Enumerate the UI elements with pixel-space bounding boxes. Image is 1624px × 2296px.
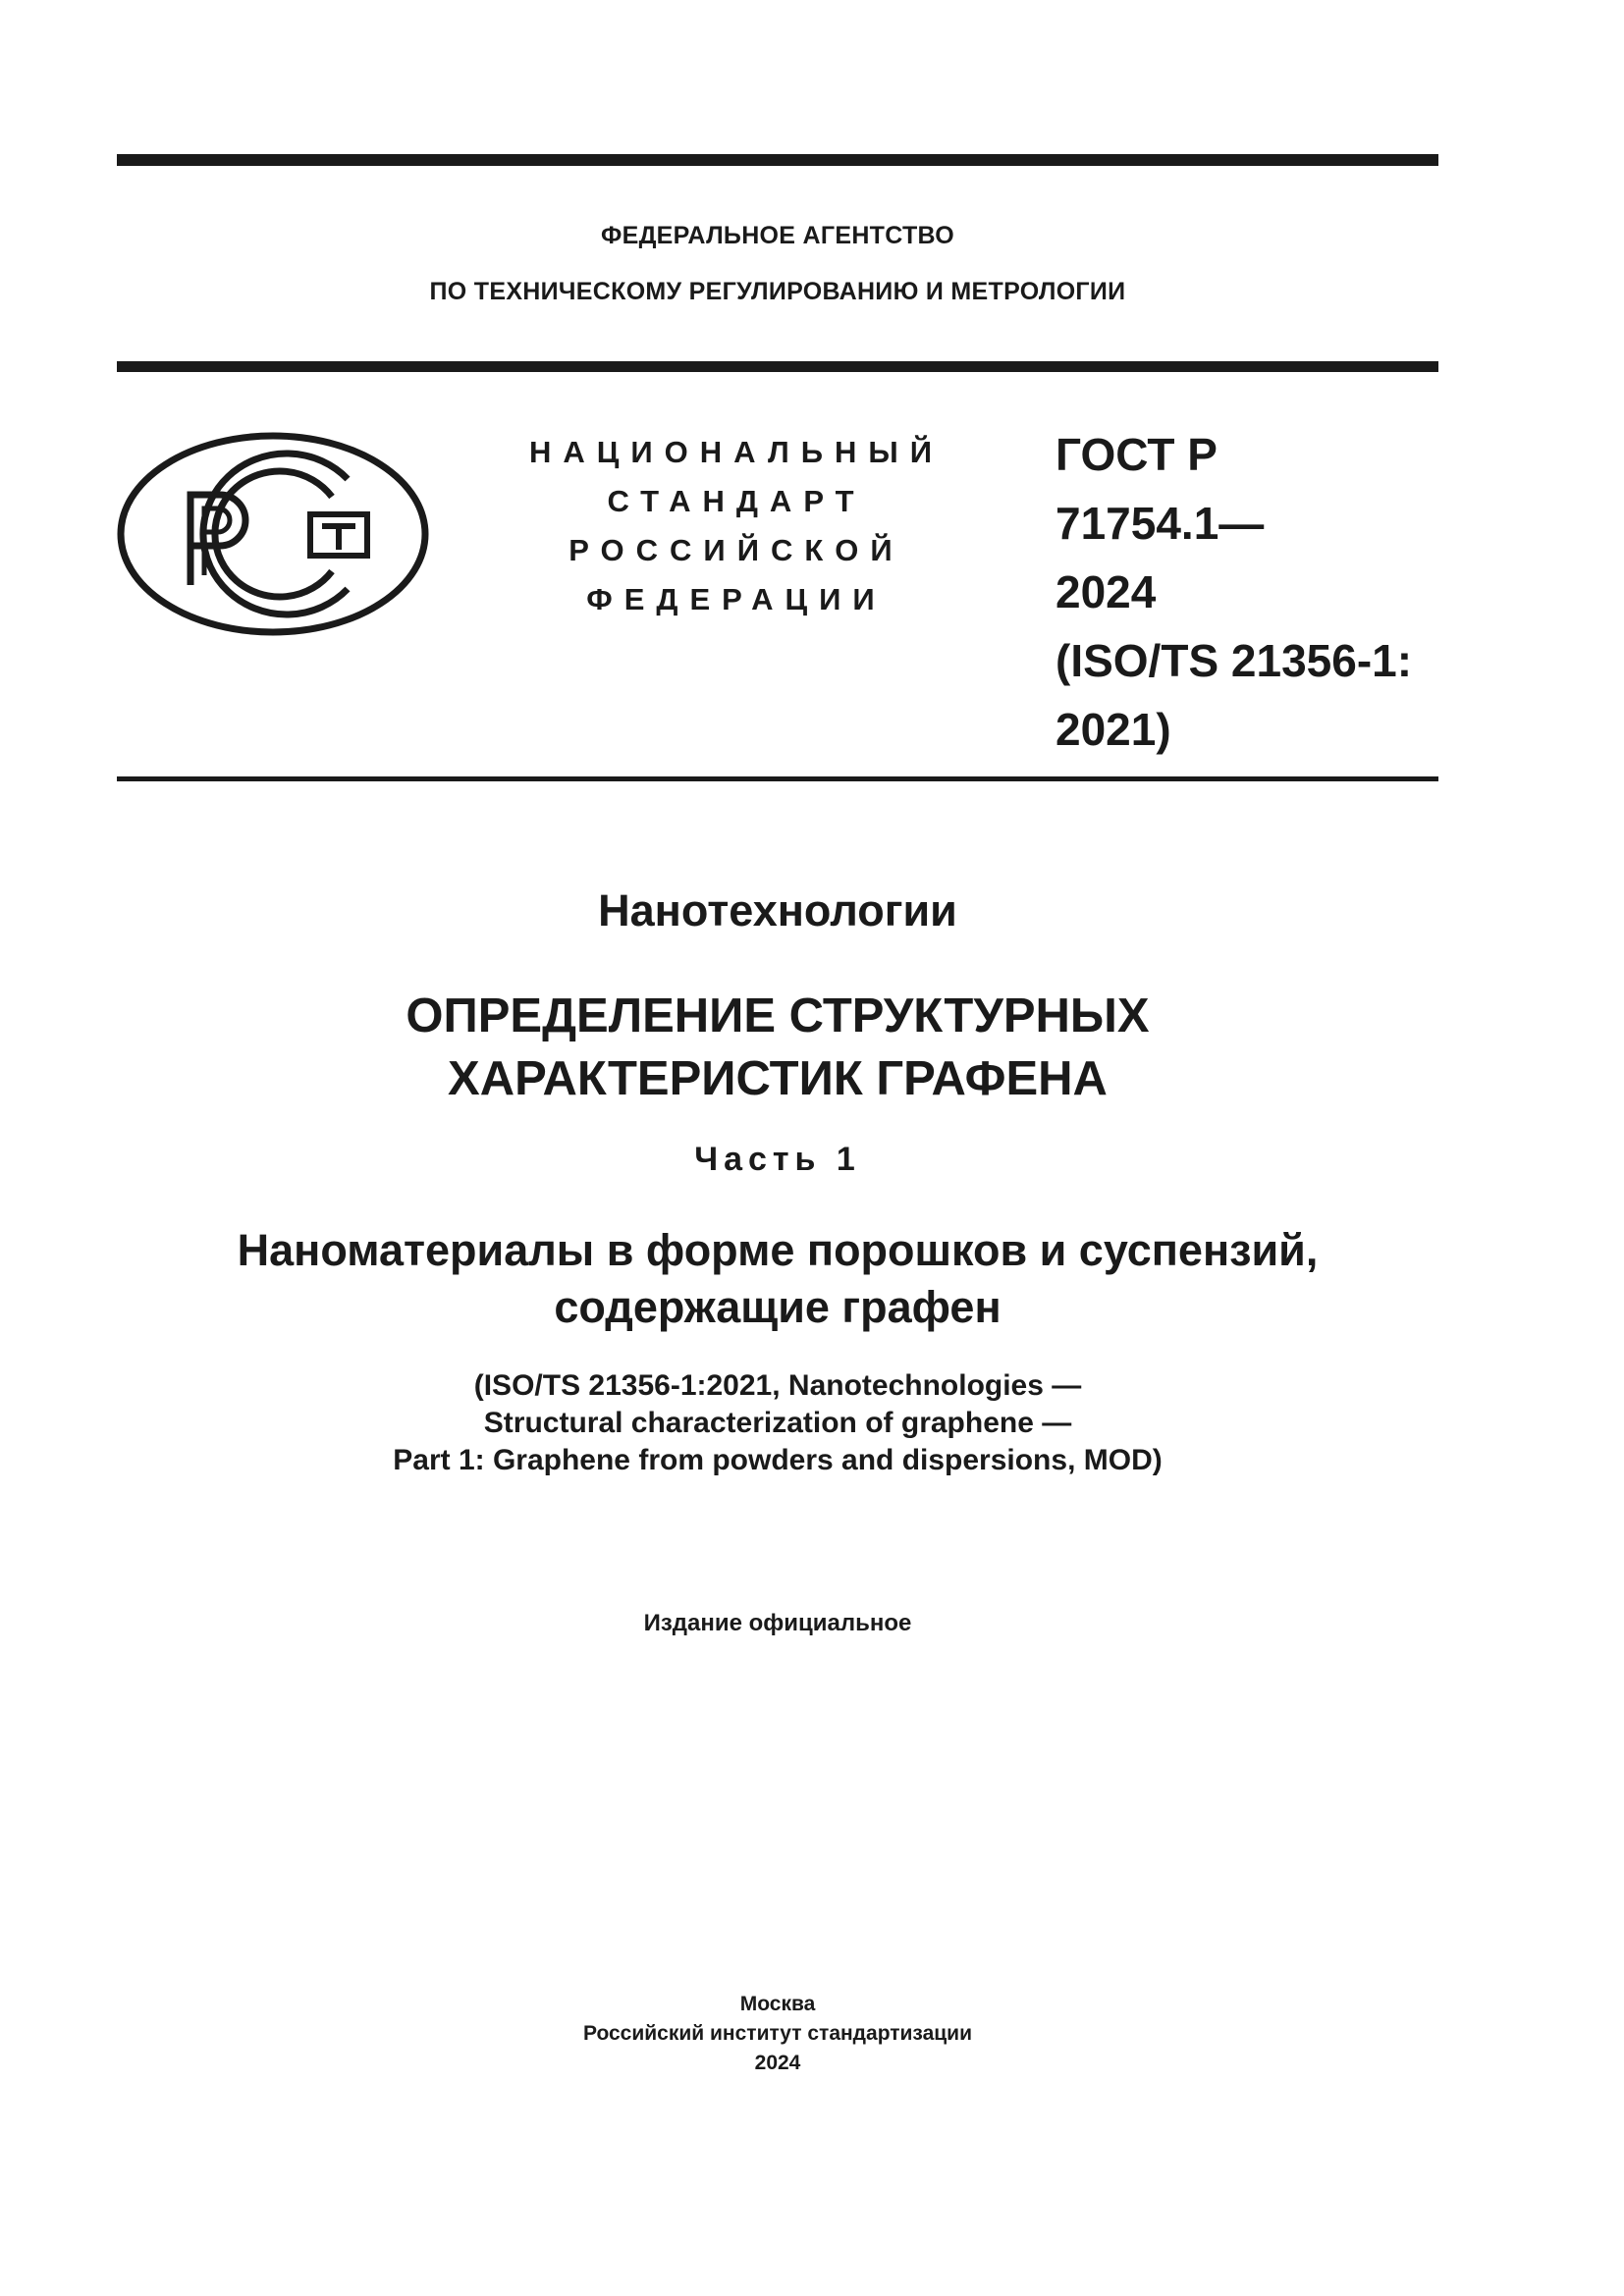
standard-type-line3: РОССИЙСКОЙ [568,533,904,567]
iso-reference-line3: Part 1: Graphene from powders and dispersions, MOD) [393,1444,1163,1476]
imprint-year: 2024 [754,2052,801,2074]
imprint-publisher: Российский институт стандартизации [582,2022,973,2045]
iso-reference-line2: Structural characterization of graphene — [483,1407,1072,1439]
agency-name-line2: ПО ТЕХНИЧЕСКОМУ РЕГУЛИРОВАНИЮ И МЕТРОЛОГИИ [429,278,1126,305]
standard-type-line1: НАЦИОНАЛЬНЫЙ [528,435,945,469]
top-rule [117,154,1438,166]
designation-line3: 2024 [1056,566,1157,617]
subtitle-line2: содержащие графен [554,1282,1001,1332]
edition-note: Издание официальное [643,1610,912,1636]
main-title-line2: ХАРАКТЕРИСТИК ГРАФЕНА [448,1052,1108,1105]
part-number: Часть 1 [694,1141,861,1178]
iso-reference [117,1367,1438,1479]
standard-type [520,428,952,624]
imprint-city: Москва [739,1993,816,2015]
lower-rule [117,776,1438,781]
designation-line4: (ISO/TS 21356-1: [1056,635,1413,686]
gost-r-logo-icon [114,428,432,640]
main-title-line1: ОПРЕДЕЛЕНИЕ СТРУКТУРНЫХ [406,989,1150,1042]
standard-type-line2: СТАНДАРТ [607,484,866,518]
agency-name-line1: ФЕДЕРАЛЬНОЕ АГЕНТСТВО [600,222,955,249]
standard-designation [1056,420,1448,764]
iso-reference-line1: (ISO/TS 21356-1:2021, Nanotechnologies — [473,1369,1082,1402]
subtitle-line1: Наноматериалы в форме порошков и суспензий, [237,1225,1319,1275]
subtitle [117,1222,1438,1336]
designation-line1: ГОСТ Р [1056,429,1218,480]
designation-line5: 2021) [1056,704,1171,755]
standard-type-line4: ФЕДЕРАЦИИ [586,582,887,616]
main-title [117,985,1438,1110]
imprint [117,1990,1438,2078]
designation-line2: 71754.1— [1056,498,1265,549]
middle-rule [117,361,1438,372]
series-title: Нанотехнологии [598,885,957,935]
